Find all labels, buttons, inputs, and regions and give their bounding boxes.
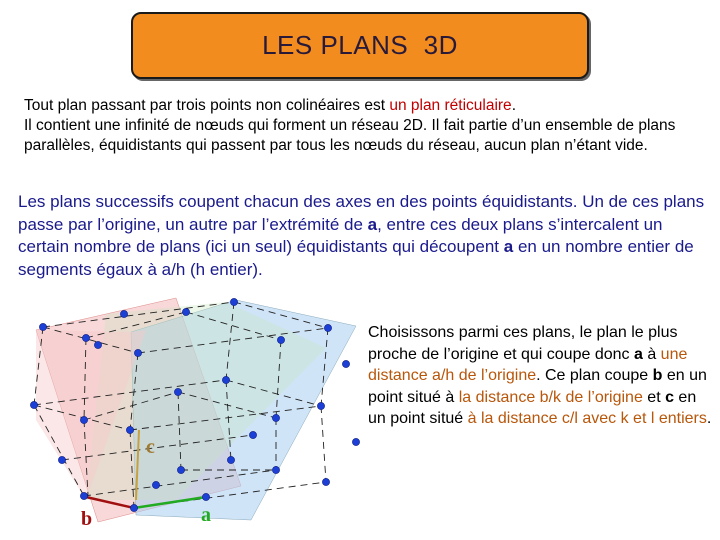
axis-a-label: a bbox=[201, 504, 211, 526]
para3-text-6: en un point situé bbox=[368, 388, 697, 427]
para2-axis-a-1: a bbox=[367, 214, 378, 234]
para3-text-2: à bbox=[642, 345, 661, 363]
para3-distance-b: la distance b/k de l’origine bbox=[458, 388, 643, 406]
para3-text-5: et bbox=[642, 388, 666, 406]
para1-highlight: un plan réticulaire bbox=[389, 97, 512, 114]
para3-text-3: . Ce plan coupe bbox=[536, 367, 653, 384]
para1-text-2: Il contient une infinité de nœuds qui forment un réseau 2D. Il fait partie d’un ensemble de plans parallèles, équidistants qui passent par tous les nœuds du réseau, aucun plan n’étant vide. bbox=[24, 117, 676, 154]
page-title: LES PLANS 3D bbox=[262, 30, 458, 60]
para3-text-4: en un point situé à bbox=[368, 367, 707, 406]
lattice-planes-figure bbox=[26, 290, 366, 535]
para3-text-1: Choisissons parmi ces plans, le plan le plus proche de l’origine et qui coupe donc bbox=[368, 324, 678, 363]
para3-axis-a: a bbox=[633, 345, 643, 363]
para1-text-1-end: . bbox=[511, 97, 516, 114]
lattice-svg bbox=[26, 290, 366, 535]
planes-paragraph bbox=[18, 191, 708, 281]
para2-text-1: Les plans successifs coupent chacun des axes en des points équidistants. bbox=[18, 192, 578, 211]
para2-text-4: en un nombre entier de segments égaux à a/h (h entier). bbox=[18, 237, 694, 279]
para1-text-1: Tout plan passant par trois points non colinéaires est bbox=[24, 97, 390, 114]
para2-text-3: , entre ces deux plans s’intercalent un certain nombre de plans (ici un seul) équidistants qui découpent bbox=[18, 214, 663, 256]
axis-c-label: c bbox=[146, 436, 155, 458]
para3-axis-c: c bbox=[665, 388, 674, 406]
para3-distance-c: à la distance c/l avec k et l entiers bbox=[467, 410, 707, 427]
para3-distance-a: une distance a/h de l’origine bbox=[368, 345, 688, 384]
title-banner bbox=[131, 12, 589, 79]
para3-axis-b: b bbox=[652, 367, 663, 384]
choice-paragraph bbox=[368, 322, 716, 430]
para3-text-7: . bbox=[706, 410, 712, 427]
axis-b-label: b bbox=[81, 508, 93, 530]
definition-paragraph bbox=[24, 96, 696, 156]
para2-text-2: Un de ces plans passe par l’origine, un autre par l’extrémité de bbox=[18, 192, 705, 234]
para2-axis-a-2: a bbox=[503, 237, 514, 256]
